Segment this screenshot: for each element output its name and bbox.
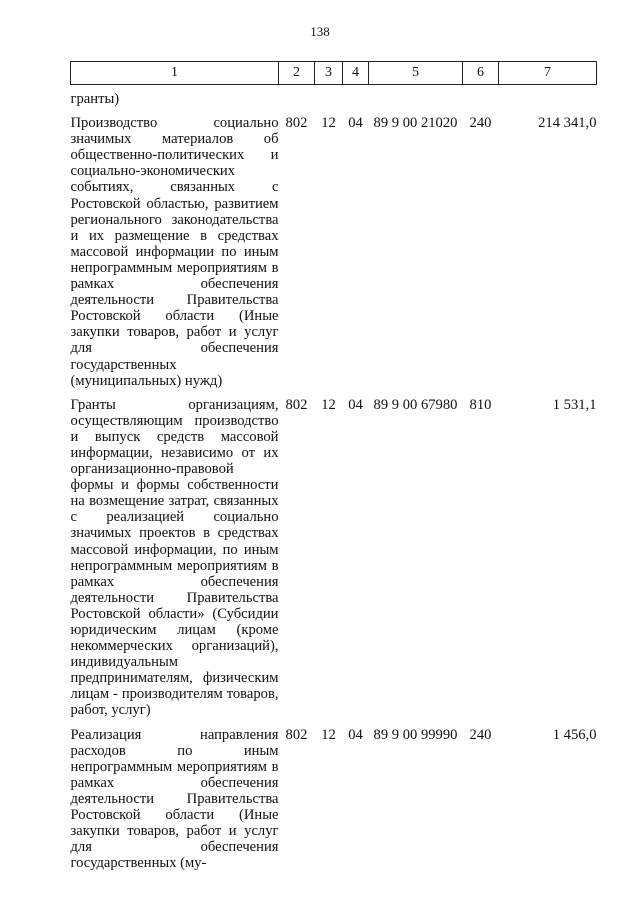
table-row — [71, 727, 597, 872]
row-code-2: 802 — [285, 396, 308, 413]
header-col-1: 1 — [71, 62, 279, 85]
row-code-6: 810 — [469, 396, 492, 413]
row-description: Производство социально значимых материалов об общественно-политических и социально-экономических событиях, связанных с Ростовской областью, развитием регионального законодательства и их размещение в средствах массовой информации по иным непрограммным мероприятиям в рамках обеспечения деятельности Правительства Ростовской области (Иные закупки товаров, работ и услуг для обеспечения государственных (муниципальных) нужд) — [70, 115, 279, 389]
row-code-5: 89 9 00 67980 — [373, 396, 458, 413]
row-code-3: 12 — [321, 396, 336, 413]
row-code-6: 240 — [469, 115, 492, 132]
row-code-4: 04 — [348, 726, 363, 743]
header-col-6: 6 — [463, 62, 499, 85]
row-code-3: 12 — [321, 115, 336, 132]
row-code-4: 04 — [348, 396, 363, 413]
header-col-3: 3 — [315, 62, 343, 85]
row-code-5: 89 9 00 21020 — [373, 115, 458, 132]
header-col-7: 7 — [499, 62, 597, 85]
table-header-row — [71, 62, 597, 85]
row-code-5: 89 9 00 99990 — [373, 726, 458, 743]
row-amount: 1 456,0 — [552, 726, 597, 743]
row-code-3: 12 — [321, 726, 336, 743]
row-description: Реализация направления расходов по иным непрограммным мероприятиям в рамках обеспечения деятельности Правительства Ростовской области (Иные закупки товаров, работ и услуг для обеспечения государственных (му- — [70, 726, 279, 872]
header-col-4: 4 — [343, 62, 369, 85]
row-description: Гранты организациям, осуществляющим производство и выпуск средств массовой информации, независимо от их организационно-правовой формы и формы собственности на возмещение затрат, связанных с реализацией социально значимых проектов в средствах массовой информации, по иным непрограммным мероприятиям в рамках обеспечения деятельности Правительства Ростовской области» (Субсидии юридическим лицам (кроме некоммерческих организаций), индивидуальным предпринимателям, физическим лицам - производителям товаров, работ, услуг) — [70, 396, 279, 719]
header-col-5: 5 — [369, 62, 463, 85]
continued-text: гранты) — [70, 91, 120, 107]
row-code-2: 802 — [285, 115, 308, 132]
row-code-2: 802 — [285, 726, 308, 743]
row-code-4: 04 — [348, 115, 363, 132]
table-row — [71, 397, 597, 719]
row-code-6: 240 — [469, 726, 492, 743]
page-number: 138 — [310, 24, 330, 39]
continued-row — [71, 85, 597, 108]
row-amount: 214 341,0 — [538, 115, 597, 132]
header-col-2: 2 — [279, 62, 315, 85]
table-row — [71, 115, 597, 389]
row-amount: 1 531,1 — [552, 396, 597, 413]
budget-table — [70, 61, 597, 871]
